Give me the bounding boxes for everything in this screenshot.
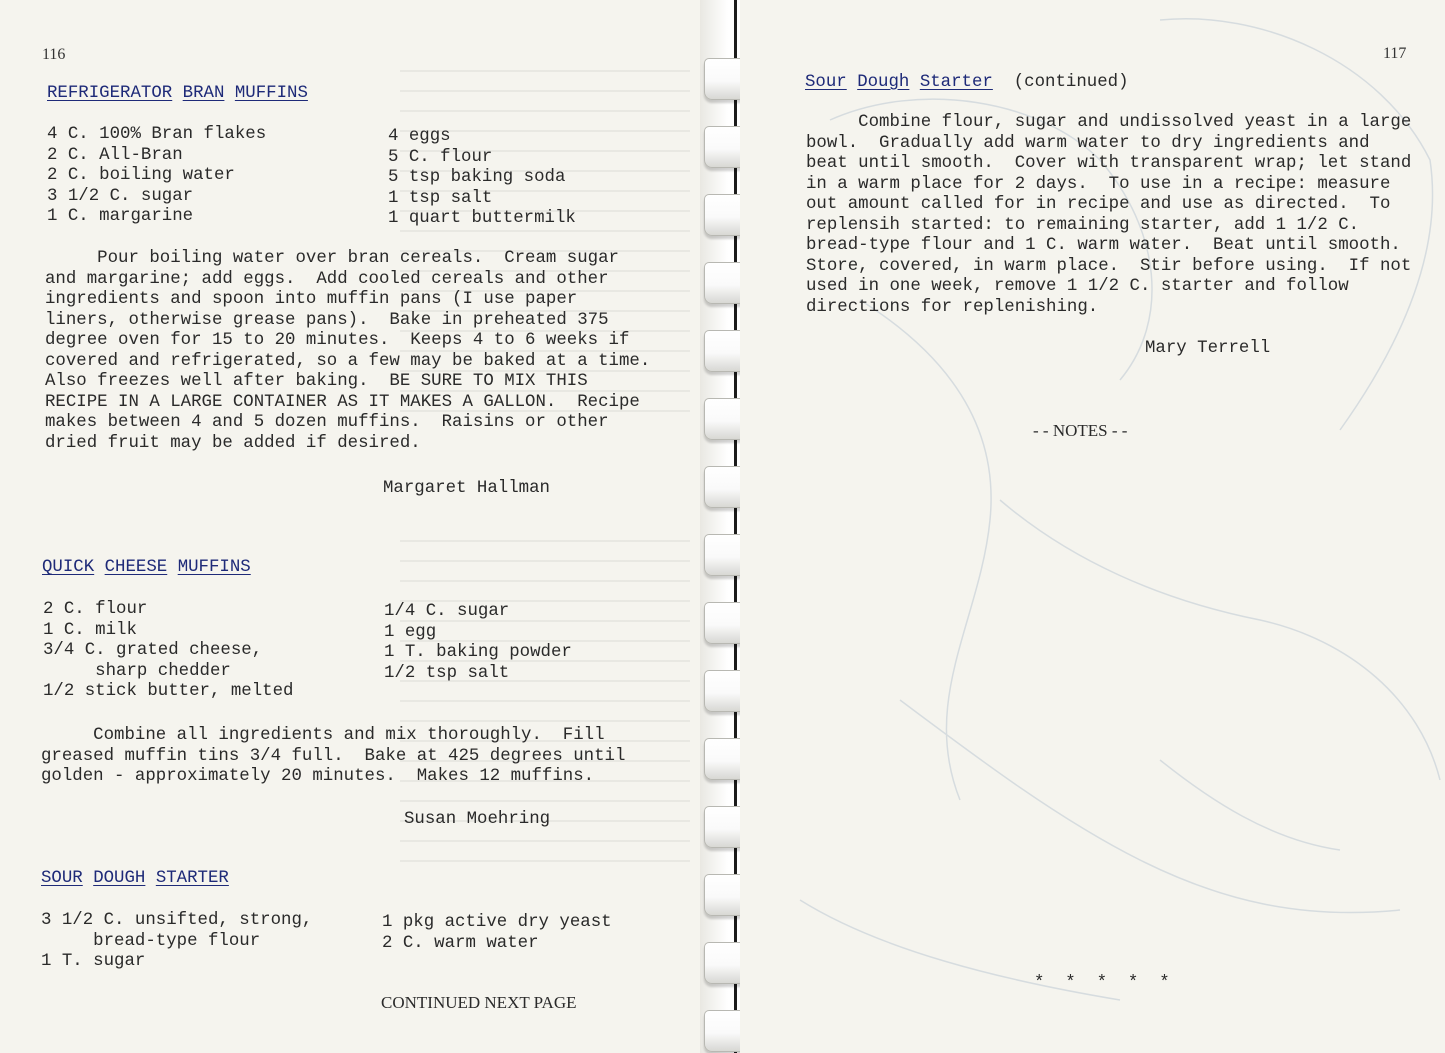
recipe-title-continued: Sour Dough Starter (continued) — [805, 73, 1129, 92]
footer-stars: * * * * * — [1034, 974, 1170, 993]
page-number-left: 116 — [42, 46, 66, 63]
recipe-author: Margaret Hallman — [383, 479, 550, 498]
recipe-title-sour-dough-starter: SOUR DOUGH STARTER — [41, 869, 229, 888]
recipe-directions: Pour boiling water over bran cereals. Cream sugar and margarine; add eggs. Add cooled cereals and other ingredients and spoon into muffin pans (I use paper liners, otherwise grease pans). Bake in preheated 375 degree oven for 15 to 20 minutes. Keeps 4 to 6 weeks if covered and refrigerated, so a few may be baked at a time. Also freezes well after baking. BE SURE TO MIX THIS RECIPE IN A LARGE CONTAINER AS IT MAKES A GALLON. Recipe makes between 4 and 5 dozen muffins. Raisins or other dried fruit may be added if desired. — [45, 249, 651, 453]
recipe-title-quick-cheese-muffins: QUICK CHEESE MUFFINS — [42, 558, 251, 577]
ingredient-list-left: 2 C. flour 1 C. milk 3/4 C. grated cheese, sharp chedder 1/2 stick butter, melted — [43, 600, 294, 701]
recipe-author: Mary Terrell — [1145, 339, 1271, 358]
recipe-author: Susan Moehring — [404, 810, 551, 829]
ingredient-list-right: 1/4 C. sugar 1 egg 1 T. baking powder 1/2 tsp salt — [384, 602, 572, 683]
page-number-right: 117 — [1383, 45, 1407, 62]
right-page — [740, 0, 1445, 1053]
notes-label: - - NOTES - - — [1033, 421, 1128, 440]
continued-next-page: CONTINUED NEXT PAGE — [381, 993, 577, 1012]
ingredient-list-right: 1 pkg active dry yeast 2 C. warm water — [382, 913, 612, 953]
recipe-directions: Combine all ingredients and mix thoroughly. Fill greased muffin tins 3/4 full. Bake at 425 degrees until golden - approximately 20 minutes. Makes 12 muffins. — [41, 726, 626, 786]
ingredient-list-right: 4 eggs 5 C. flour 5 tsp baking soda 1 tsp salt 1 quart buttermilk — [388, 127, 576, 228]
left-page — [0, 0, 708, 1053]
ingredient-list-left: 3 1/2 C. unsifted, strong, bread-type flour 1 T. sugar — [41, 911, 313, 971]
ingredient-list-left: 4 C. 100% Bran flakes 2 C. All-Bran 2 C. boiling water 3 1/2 C. sugar 1 C. margarine — [47, 125, 267, 226]
recipe-title-refrigerator-bran-muffins: REFRIGERATOR BRAN MUFFINS — [47, 84, 308, 103]
recipe-directions: Combine flour, sugar and undissolved yeast in a large bowl. Gradually add warm water to dry ingredients and beat until smooth. Cover with transparent wrap; let stand in a warm place for 2 days. To use in a recipe: measure out amount called for in recipe and use as directed. To replensih started: to remaining starter, add 1 1/2 C. bread-type flour and 1 C. warm water. Beat until smooth. Store, covered, in warm place. Stir before using. If not used in one week, remove 1 1/2 C. starter and follow directions for replenishing. — [806, 113, 1412, 317]
